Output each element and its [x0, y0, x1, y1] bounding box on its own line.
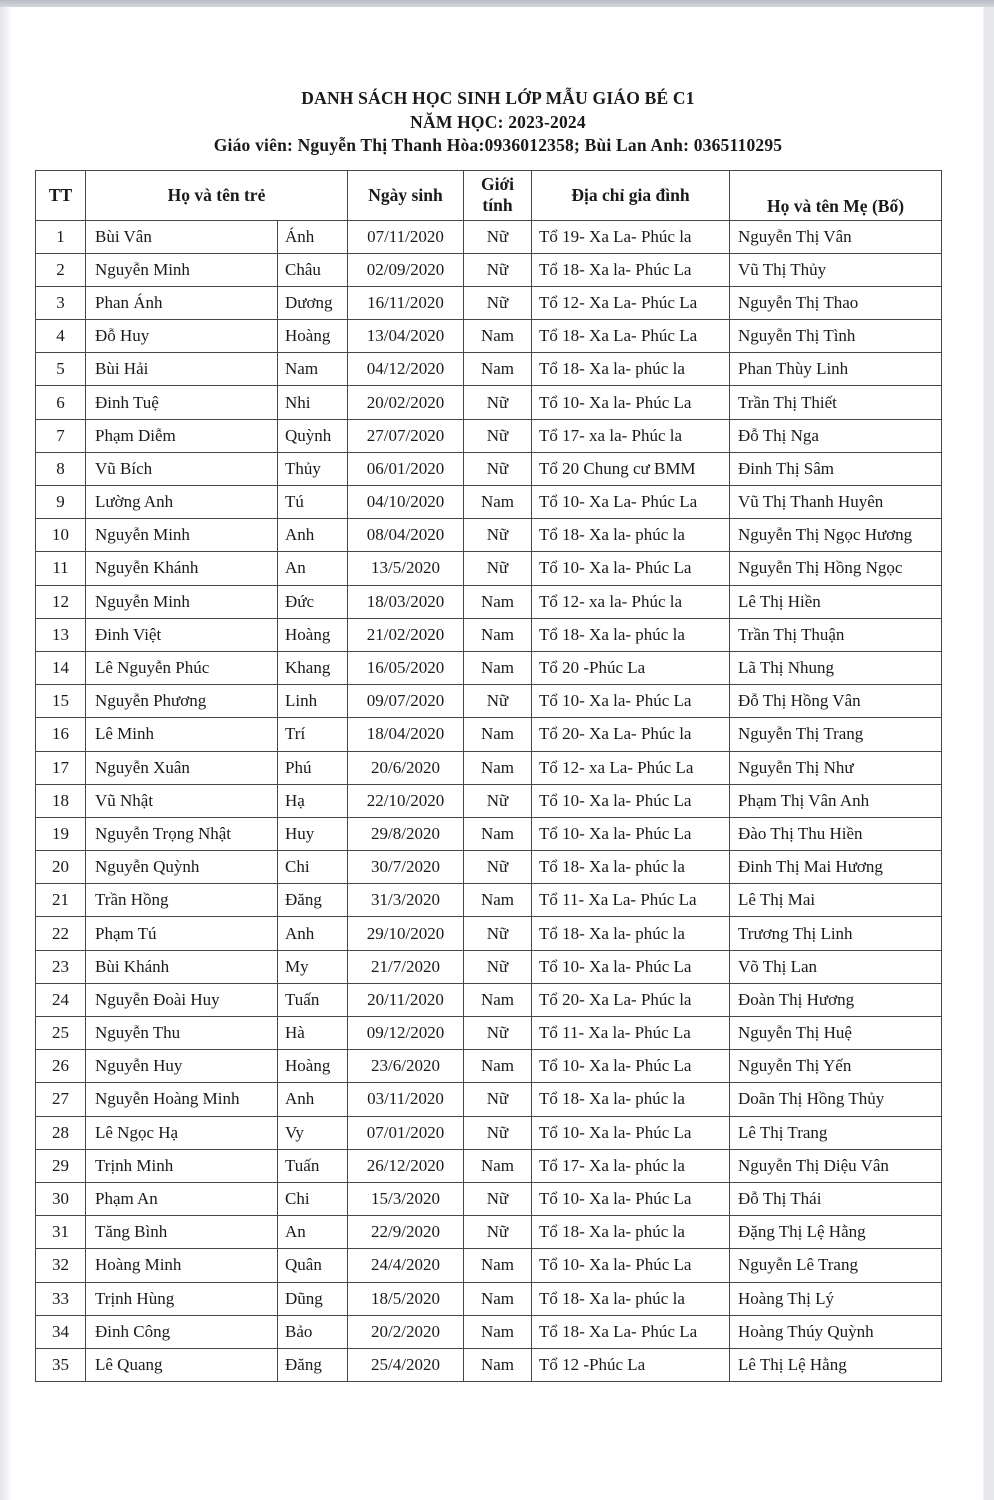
cell-given-name: Châu — [278, 253, 348, 286]
cell-family-name: Nguyễn Thu — [86, 1017, 278, 1050]
cell-family-name: Vũ Bích — [86, 452, 278, 485]
cell-address: Tổ 17- Xa la- phúc la — [532, 1149, 730, 1182]
cell-mother-name: Trần Thị Thuận — [730, 618, 942, 651]
cell-index: 27 — [36, 1083, 86, 1116]
cell-gender: Nữ — [464, 784, 532, 817]
cell-mother-name: Nguyễn Thị Diệu Vân — [730, 1149, 942, 1182]
cell-mother-name: Võ Thị Lan — [730, 950, 942, 983]
cell-mother-name: Lê Thị Trang — [730, 1116, 942, 1149]
cell-mother-name: Đào Thị Thu Hiền — [730, 817, 942, 850]
col-header-address: Địa chỉ gia đình — [532, 170, 730, 220]
cell-dob: 20/11/2020 — [348, 983, 464, 1016]
document-page — [13, 7, 983, 1500]
cell-index: 3 — [36, 286, 86, 319]
cell-dob: 06/01/2020 — [348, 452, 464, 485]
cell-index: 15 — [36, 685, 86, 718]
cell-family-name: Nguyễn Huy — [86, 1050, 278, 1083]
cell-index: 7 — [36, 419, 86, 452]
cell-family-name: Nguyễn Xuân — [86, 751, 278, 784]
cell-index: 21 — [36, 884, 86, 917]
cell-mother-name: Hoàng Thị Lý — [730, 1282, 942, 1315]
document-title: DANH SÁCH HỌC SINH LỚP MẪU GIÁO BÉ C1 — [301, 88, 695, 108]
cell-mother-name: Lã Thị Nhung — [730, 651, 942, 684]
teachers-line: Giáo viên: Nguyễn Thị Thanh Hòa:0936012358; Bùi Lan Anh: 0365110295 — [213, 135, 783, 155]
cell-given-name: Tuấn — [278, 1149, 348, 1182]
col-header-gender: Giới tính — [464, 170, 532, 220]
cell-given-name: Hạ — [278, 784, 348, 817]
cell-index: 24 — [36, 983, 86, 1016]
cell-dob: 20/2/2020 — [348, 1315, 464, 1348]
table-row — [36, 1050, 942, 1083]
cell-address: Tổ 10- Xa la- Phúc La — [532, 552, 730, 585]
student-table-wrap — [35, 170, 983, 1383]
cell-dob: 18/5/2020 — [348, 1282, 464, 1315]
cell-address: Tổ 12- xa La- Phúc La — [532, 751, 730, 784]
table-row — [36, 718, 942, 751]
cell-gender: Nam — [464, 486, 532, 519]
cell-address: Tổ 20 Chung cư BMM — [532, 452, 730, 485]
cell-dob: 09/12/2020 — [348, 1017, 464, 1050]
cell-given-name: Hoàng — [278, 1050, 348, 1083]
cell-family-name: Nguyễn Khánh — [86, 552, 278, 585]
cell-dob: 25/4/2020 — [348, 1348, 464, 1381]
cell-given-name: Quân — [278, 1249, 348, 1282]
cell-gender: Nữ — [464, 1116, 532, 1149]
cell-mother-name: Nguyễn Thị Thao — [730, 286, 942, 319]
table-row — [36, 1249, 942, 1282]
cell-mother-name: Lê Thị Mai — [730, 884, 942, 917]
cell-given-name: My — [278, 950, 348, 983]
cell-address: Tổ 18- Xa la- phúc la — [532, 1083, 730, 1116]
viewer-scroll-strip — [983, 7, 994, 1500]
cell-family-name: Vũ Nhật — [86, 784, 278, 817]
table-row — [36, 651, 942, 684]
cell-family-name: Nguyễn Minh — [86, 519, 278, 552]
cell-mother-name: Đỗ Thị Thái — [730, 1182, 942, 1215]
table-row — [36, 1315, 942, 1348]
cell-gender: Nữ — [464, 1083, 532, 1116]
table-row — [36, 784, 942, 817]
cell-gender: Nam — [464, 585, 532, 618]
cell-given-name: Đăng — [278, 884, 348, 917]
cell-given-name: Hà — [278, 1017, 348, 1050]
table-row — [36, 253, 942, 286]
cell-dob: 03/11/2020 — [348, 1083, 464, 1116]
cell-family-name: Nguyễn Minh — [86, 585, 278, 618]
cell-gender: Nữ — [464, 1216, 532, 1249]
table-row — [36, 1282, 942, 1315]
cell-dob: 15/3/2020 — [348, 1182, 464, 1215]
cell-given-name: Hoàng — [278, 618, 348, 651]
cell-family-name: Phạm Diễm — [86, 419, 278, 452]
table-row — [36, 1182, 942, 1215]
cell-address: Tổ 12- xa la- Phúc la — [532, 585, 730, 618]
table-row — [36, 1149, 942, 1182]
cell-dob: 26/12/2020 — [348, 1149, 464, 1182]
cell-given-name: Đăng — [278, 1348, 348, 1381]
table-header-row — [36, 170, 942, 220]
cell-gender: Nữ — [464, 386, 532, 419]
cell-address: Tổ 18- Xa la- phúc la — [532, 353, 730, 386]
cell-family-name: Bùi Khánh — [86, 950, 278, 983]
cell-given-name: Tuấn — [278, 983, 348, 1016]
cell-family-name: Nguyễn Quỳnh — [86, 851, 278, 884]
cell-index: 5 — [36, 353, 86, 386]
cell-given-name: Anh — [278, 917, 348, 950]
cell-gender: Nam — [464, 718, 532, 751]
cell-gender: Nữ — [464, 1017, 532, 1050]
table-row — [36, 286, 942, 319]
col-header-dob: Ngày sinh — [348, 170, 464, 220]
cell-family-name: Lê Ngọc Hạ — [86, 1116, 278, 1149]
cell-dob: 02/09/2020 — [348, 253, 464, 286]
table-row — [36, 751, 942, 784]
cell-address: Tổ 18- Xa la- phúc la — [532, 1216, 730, 1249]
cell-index: 18 — [36, 784, 86, 817]
cell-mother-name: Đặng Thị Lệ Hằng — [730, 1216, 942, 1249]
cell-given-name: Trí — [278, 718, 348, 751]
cell-mother-name: Đỗ Thị Hồng Vân — [730, 685, 942, 718]
cell-dob: 20/6/2020 — [348, 751, 464, 784]
cell-given-name: Ánh — [278, 220, 348, 253]
cell-dob: 16/11/2020 — [348, 286, 464, 319]
cell-dob: 13/5/2020 — [348, 552, 464, 585]
table-row — [36, 950, 942, 983]
table-row — [36, 552, 942, 585]
cell-index: 6 — [36, 386, 86, 419]
cell-given-name: Đức — [278, 585, 348, 618]
cell-family-name: Lê Minh — [86, 718, 278, 751]
cell-family-name: Trần Hồng — [86, 884, 278, 917]
cell-address: Tổ 18- Xa la- phúc la — [532, 851, 730, 884]
cell-given-name: Thủy — [278, 452, 348, 485]
cell-family-name: Phạm An — [86, 1182, 278, 1215]
table-row — [36, 486, 942, 519]
viewer-top-edge — [0, 0, 994, 7]
cell-index: 20 — [36, 851, 86, 884]
cell-index: 26 — [36, 1050, 86, 1083]
cell-gender: Nữ — [464, 253, 532, 286]
cell-given-name: Huy — [278, 817, 348, 850]
cell-mother-name: Nguyễn Thị Huệ — [730, 1017, 942, 1050]
cell-dob: 29/10/2020 — [348, 917, 464, 950]
cell-family-name: Nguyễn Trọng Nhật — [86, 817, 278, 850]
cell-gender: Nam — [464, 618, 532, 651]
cell-mother-name: Hoàng Thúy Quỳnh — [730, 1315, 942, 1348]
cell-given-name: Anh — [278, 519, 348, 552]
table-row — [36, 884, 942, 917]
table-row — [36, 1116, 942, 1149]
cell-gender: Nữ — [464, 220, 532, 253]
cell-index: 2 — [36, 253, 86, 286]
cell-index: 11 — [36, 552, 86, 585]
cell-given-name: Nhi — [278, 386, 348, 419]
cell-gender: Nam — [464, 353, 532, 386]
cell-given-name: Nam — [278, 353, 348, 386]
cell-dob: 09/07/2020 — [348, 685, 464, 718]
cell-given-name: Phú — [278, 751, 348, 784]
cell-mother-name: Lê Thị Hiền — [730, 585, 942, 618]
cell-mother-name: Nguyễn Lê Trang — [730, 1249, 942, 1282]
cell-gender: Nam — [464, 884, 532, 917]
cell-given-name: An — [278, 1216, 348, 1249]
cell-dob: 31/3/2020 — [348, 884, 464, 917]
cell-given-name: Khang — [278, 651, 348, 684]
cell-given-name: Dũng — [278, 1282, 348, 1315]
cell-family-name: Hoàng Minh — [86, 1249, 278, 1282]
cell-mother-name: Trương Thị Linh — [730, 917, 942, 950]
cell-gender: Nữ — [464, 552, 532, 585]
cell-family-name: Lường Anh — [86, 486, 278, 519]
cell-index: 16 — [36, 718, 86, 751]
cell-family-name: Nguyễn Đoài Huy — [86, 983, 278, 1016]
cell-index: 30 — [36, 1182, 86, 1215]
cell-given-name: Tú — [278, 486, 348, 519]
cell-mother-name: Trần Thị Thiết — [730, 386, 942, 419]
cell-gender: Nữ — [464, 1182, 532, 1215]
cell-gender: Nam — [464, 817, 532, 850]
table-row — [36, 419, 942, 452]
cell-index: 19 — [36, 817, 86, 850]
cell-address: Tổ 20 -Phúc La — [532, 651, 730, 684]
table-row — [36, 320, 942, 353]
col-header-mother-name: Họ và tên Mẹ (Bố) — [730, 170, 942, 220]
cell-gender: Nữ — [464, 685, 532, 718]
cell-dob: 24/4/2020 — [348, 1249, 464, 1282]
table-row — [36, 353, 942, 386]
table-row — [36, 618, 942, 651]
cell-mother-name: Nguyễn Thị Hồng Ngọc — [730, 552, 942, 585]
cell-address: Tổ 12- Xa La- Phúc La — [532, 286, 730, 319]
cell-index: 33 — [36, 1282, 86, 1315]
cell-address: Tổ 10- Xa la- Phúc La — [532, 685, 730, 718]
cell-gender: Nam — [464, 1249, 532, 1282]
cell-index: 32 — [36, 1249, 86, 1282]
cell-index: 12 — [36, 585, 86, 618]
cell-family-name: Đinh Việt — [86, 618, 278, 651]
cell-dob: 22/9/2020 — [348, 1216, 464, 1249]
table-row — [36, 817, 942, 850]
cell-index: 17 — [36, 751, 86, 784]
cell-given-name: Anh — [278, 1083, 348, 1116]
cell-address: Tổ 10- Xa la- Phúc La — [532, 950, 730, 983]
cell-given-name: Chi — [278, 1182, 348, 1215]
cell-mother-name: Nguyễn Thị Như — [730, 751, 942, 784]
cell-address: Tổ 18- Xa la- phúc la — [532, 1282, 730, 1315]
cell-gender: Nam — [464, 751, 532, 784]
cell-dob: 21/02/2020 — [348, 618, 464, 651]
cell-address: Tổ 11- Xa La- Phúc La — [532, 884, 730, 917]
cell-dob: 04/10/2020 — [348, 486, 464, 519]
cell-index: 13 — [36, 618, 86, 651]
table-row — [36, 585, 942, 618]
cell-given-name: Chi — [278, 851, 348, 884]
table-row — [36, 220, 942, 253]
cell-gender: Nam — [464, 1282, 532, 1315]
cell-address: Tổ 10- Xa la- Phúc La — [532, 1182, 730, 1215]
cell-dob: 27/07/2020 — [348, 419, 464, 452]
document-header — [13, 7, 983, 158]
cell-dob: 30/7/2020 — [348, 851, 464, 884]
cell-given-name: An — [278, 552, 348, 585]
cell-index: 22 — [36, 917, 86, 950]
cell-address: Tổ 10- Xa la- Phúc La — [532, 784, 730, 817]
cell-address: Tổ 10- Xa la- Phúc La — [532, 1116, 730, 1149]
cell-mother-name: Nguyễn Thị Vân — [730, 220, 942, 253]
cell-gender: Nam — [464, 320, 532, 353]
table-row — [36, 917, 942, 950]
cell-index: 14 — [36, 651, 86, 684]
table-row — [36, 1216, 942, 1249]
cell-given-name: Hoàng — [278, 320, 348, 353]
table-row — [36, 386, 942, 419]
school-year: NĂM HỌC: 2023-2024 — [410, 111, 586, 132]
table-row — [36, 851, 942, 884]
cell-index: 4 — [36, 320, 86, 353]
cell-dob: 04/12/2020 — [348, 353, 464, 386]
cell-mother-name: Đoàn Thị Hương — [730, 983, 942, 1016]
cell-gender: Nữ — [464, 286, 532, 319]
cell-gender: Nam — [464, 1149, 532, 1182]
cell-dob: 22/10/2020 — [348, 784, 464, 817]
cell-family-name: Trịnh Hùng — [86, 1282, 278, 1315]
cell-index: 1 — [36, 220, 86, 253]
cell-gender: Nam — [464, 1348, 532, 1381]
cell-mother-name: Vũ Thị Thanh Huyên — [730, 486, 942, 519]
cell-dob: 18/04/2020 — [348, 718, 464, 751]
cell-family-name: Đinh Công — [86, 1315, 278, 1348]
cell-given-name: Bảo — [278, 1315, 348, 1348]
cell-mother-name: Nguyễn Thị Yến — [730, 1050, 942, 1083]
cell-dob: 18/03/2020 — [348, 585, 464, 618]
cell-address: Tổ 18- Xa La- Phúc La — [532, 320, 730, 353]
cell-dob: 08/04/2020 — [348, 519, 464, 552]
cell-address: Tổ 18- Xa la- phúc la — [532, 519, 730, 552]
cell-mother-name: Phạm Thị Vân Anh — [730, 784, 942, 817]
cell-family-name: Nguyễn Phương — [86, 685, 278, 718]
cell-address: Tổ 20- Xa La- Phúc la — [532, 983, 730, 1016]
cell-mother-name: Nguyễn Thị Trang — [730, 718, 942, 751]
cell-index: 29 — [36, 1149, 86, 1182]
cell-mother-name: Nguyễn Thị Ngọc Hương — [730, 519, 942, 552]
table-row — [36, 452, 942, 485]
cell-gender: Nam — [464, 1050, 532, 1083]
table-row — [36, 983, 942, 1016]
cell-index: 35 — [36, 1348, 86, 1381]
cell-address: Tổ 10- Xa la- Phúc La — [532, 817, 730, 850]
col-header-child-name: Họ và tên trẻ — [86, 170, 348, 220]
cell-gender: Nam — [464, 983, 532, 1016]
cell-index: 25 — [36, 1017, 86, 1050]
cell-family-name: Đinh Tuệ — [86, 386, 278, 419]
cell-address: Tổ 11- Xa la- Phúc La — [532, 1017, 730, 1050]
cell-family-name: Lê Quang — [86, 1348, 278, 1381]
cell-dob: 21/7/2020 — [348, 950, 464, 983]
cell-index: 23 — [36, 950, 86, 983]
cell-address: Tổ 18- Xa La- Phúc La — [532, 1315, 730, 1348]
cell-mother-name: Đinh Thị Sâm — [730, 452, 942, 485]
cell-family-name: Bùi Vân — [86, 220, 278, 253]
cell-mother-name: Lê Thị Lệ Hằng — [730, 1348, 942, 1381]
cell-family-name: Bùi Hải — [86, 353, 278, 386]
cell-address: Tổ 10- Xa la- Phúc La — [532, 1050, 730, 1083]
cell-dob: 29/8/2020 — [348, 817, 464, 850]
cell-address: Tổ 18- Xa la- phúc la — [532, 917, 730, 950]
cell-dob: 16/05/2020 — [348, 651, 464, 684]
table-row — [36, 685, 942, 718]
cell-index: 28 — [36, 1116, 86, 1149]
cell-gender: Nữ — [464, 419, 532, 452]
cell-address: Tổ 20- Xa La- Phúc la — [532, 718, 730, 751]
cell-mother-name: Nguyễn Thị Tình — [730, 320, 942, 353]
page-left-edge — [0, 7, 12, 1500]
cell-given-name: Dương — [278, 286, 348, 319]
cell-gender: Nam — [464, 651, 532, 684]
cell-family-name: Lê Nguyễn Phúc — [86, 651, 278, 684]
cell-mother-name: Doãn Thị Hồng Thủy — [730, 1083, 942, 1116]
cell-gender: Nữ — [464, 452, 532, 485]
cell-mother-name: Đinh Thị Mai Hương — [730, 851, 942, 884]
cell-mother-name: Đỗ Thị Nga — [730, 419, 942, 452]
table-row — [36, 519, 942, 552]
cell-address: Tổ 17- xa la- Phúc la — [532, 419, 730, 452]
cell-address: Tổ 12 -Phúc La — [532, 1348, 730, 1381]
cell-family-name: Đỗ Huy — [86, 320, 278, 353]
cell-dob: 13/04/2020 — [348, 320, 464, 353]
cell-gender: Nữ — [464, 851, 532, 884]
student-table — [35, 170, 942, 1383]
col-header-tt: TT — [36, 170, 86, 220]
cell-mother-name: Vũ Thị Thủy — [730, 253, 942, 286]
cell-dob: 07/11/2020 — [348, 220, 464, 253]
cell-gender: Nữ — [464, 519, 532, 552]
cell-address: Tổ 10- Xa la- Phúc La — [532, 1249, 730, 1282]
cell-dob: 07/01/2020 — [348, 1116, 464, 1149]
cell-address: Tổ 19- Xa La- Phúc la — [532, 220, 730, 253]
cell-address: Tổ 18- Xa la- Phúc La — [532, 253, 730, 286]
cell-dob: 23/6/2020 — [348, 1050, 464, 1083]
cell-gender: Nữ — [464, 917, 532, 950]
cell-given-name: Quỳnh — [278, 419, 348, 452]
cell-gender: Nam — [464, 1315, 532, 1348]
cell-index: 31 — [36, 1216, 86, 1249]
cell-given-name: Vy — [278, 1116, 348, 1149]
cell-family-name: Trịnh Minh — [86, 1149, 278, 1182]
cell-gender: Nữ — [464, 950, 532, 983]
cell-family-name: Phạm Tú — [86, 917, 278, 950]
table-row — [36, 1083, 942, 1116]
cell-index: 8 — [36, 452, 86, 485]
cell-index: 9 — [36, 486, 86, 519]
cell-address: Tổ 10- Xa La- Phúc La — [532, 486, 730, 519]
cell-mother-name: Phan Thùy Linh — [730, 353, 942, 386]
table-row — [36, 1017, 942, 1050]
cell-address: Tổ 18- Xa la- phúc la — [532, 618, 730, 651]
cell-family-name: Phan Ánh — [86, 286, 278, 319]
cell-index: 10 — [36, 519, 86, 552]
cell-index: 34 — [36, 1315, 86, 1348]
cell-family-name: Nguyễn Minh — [86, 253, 278, 286]
student-table-body — [36, 220, 942, 1382]
cell-given-name: Linh — [278, 685, 348, 718]
cell-address: Tổ 10- Xa la- Phúc La — [532, 386, 730, 419]
cell-family-name: Nguyễn Hoàng Minh — [86, 1083, 278, 1116]
table-row — [36, 1348, 942, 1381]
cell-dob: 20/02/2020 — [348, 386, 464, 419]
cell-family-name: Tăng Bình — [86, 1216, 278, 1249]
